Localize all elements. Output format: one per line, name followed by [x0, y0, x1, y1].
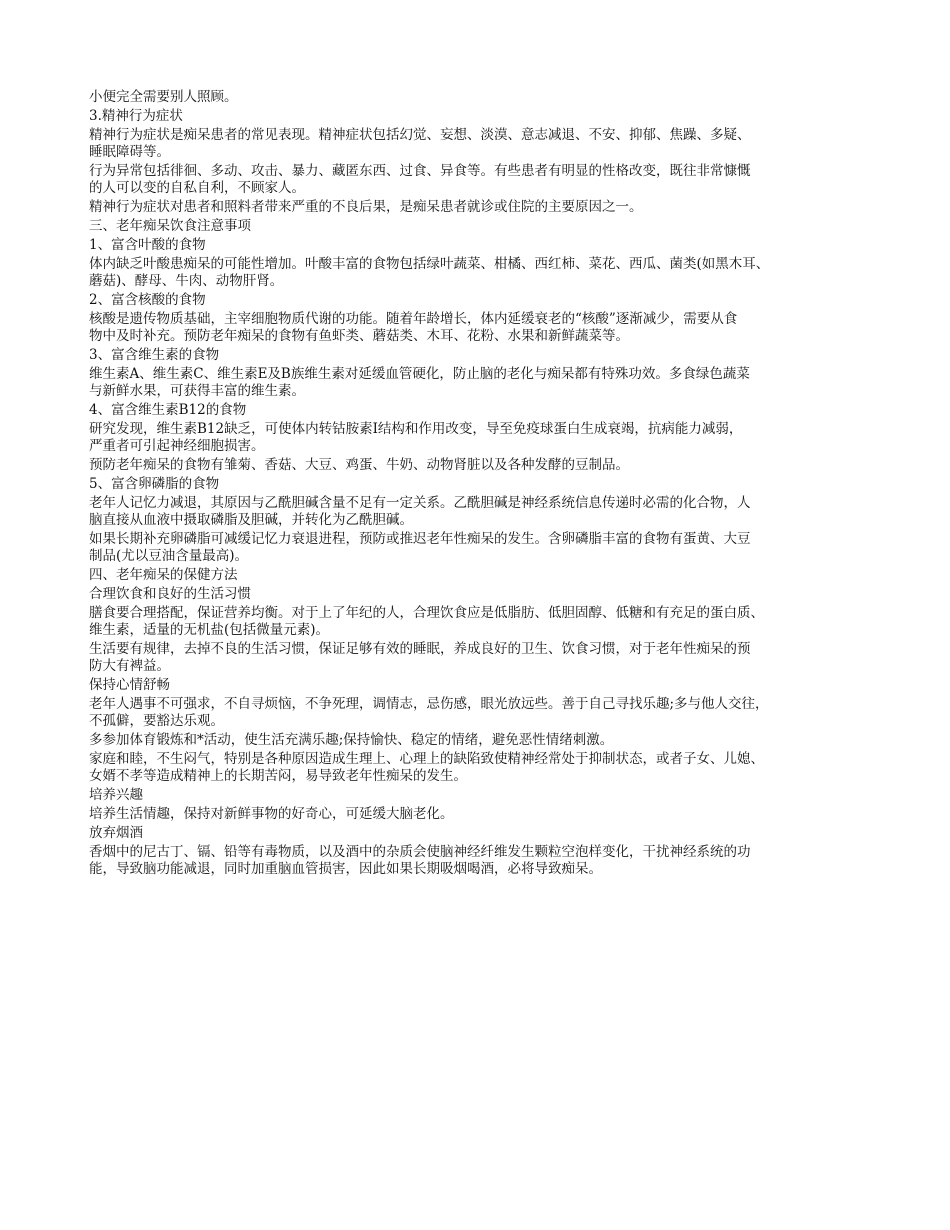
paragraph — [89, 696, 867, 730]
paragraph — [89, 421, 867, 455]
text-line: 培养兴趣 — [89, 787, 143, 803]
paragraph — [89, 844, 867, 878]
text-line: 预防老年痴呆的食物有雏菊、香菇、大豆、鸡蛋、牛奶、动物肾脏以及各种发酵的豆制品。 — [89, 457, 629, 473]
text-line: 培养生活情趣，保持对新鲜事物的好奇心，可延缓大脑老化。 — [89, 806, 454, 822]
text-line: 5、富含卵磷脂的食物 — [89, 476, 220, 492]
paragraph — [89, 127, 867, 161]
section-heading — [89, 787, 867, 804]
paragraph — [89, 163, 867, 197]
text-line: 老年人记忆力减退，其原因与乙酰胆碱含量不足有一定关系。乙酰胆碱是神经系统信息传递时必需的化合物，人 — [89, 495, 751, 511]
text-line: 研究发现，维生素B12缺乏，可使体内转钴胺素Ⅰ结构和作用改变，导至免疫球蛋白生成衰竭，抗病能力减弱， — [89, 421, 743, 437]
paragraph — [89, 531, 867, 565]
text-line: 4、富含维生素B12的食物 — [89, 402, 247, 418]
paragraph — [89, 199, 867, 216]
text-line: 精神行为症状是痴呆患者的常见表现。精神症状包括幻觉、妄想、淡漠、意志减退、不安、抑郁、焦躁、多疑、 — [89, 127, 751, 143]
text-line: 2、富含核酸的食物 — [89, 292, 206, 308]
text-line: 保持心情舒畅 — [89, 677, 170, 693]
paragraph — [89, 641, 867, 675]
paragraph — [89, 457, 867, 474]
paragraph — [89, 495, 867, 529]
paragraph — [89, 89, 867, 106]
text-line: 维生素A、维生素C、维生素E及B族维生素对延缓血管硬化，防止脑的老化与痴呆都有特殊功效。多食绿色蔬菜 — [89, 366, 750, 382]
text-line: 制品(尤以豆油含量最高)。 — [89, 548, 249, 564]
text-line: 的人可以变的自私自利，不顾家人。 — [89, 180, 305, 196]
text-line: 三、老年痴呆饮食注意事项 — [89, 218, 251, 234]
section-heading — [89, 586, 867, 603]
section-heading — [89, 402, 867, 419]
text-line: 与新鲜水果，可获得丰富的维生素。 — [89, 383, 305, 399]
paragraph — [89, 806, 867, 823]
text-line: 3.精神行为症状 — [89, 108, 183, 124]
text-line: 放弃烟酒 — [89, 825, 143, 841]
text-line: 能，导致脑功能减退，同时加重脑血管损害，因此如果长期吸烟喝酒，必将导致痴呆。 — [89, 861, 602, 877]
text-line: 1、富含叶酸的食物 — [89, 237, 206, 253]
document-body — [89, 89, 867, 880]
paragraph — [89, 732, 867, 749]
paragraph — [89, 605, 867, 639]
text-line: 合理饮食和良好的生活习惯 — [89, 586, 251, 602]
text-line: 防大有裨益。 — [89, 658, 170, 674]
text-line: 不孤僻，要豁达乐观。 — [89, 713, 224, 729]
text-line: 3、富含维生素的食物 — [89, 347, 220, 363]
text-line: 脑直接从血液中摄取磷脂及胆碱，并转化为乙酰胆碱。 — [89, 512, 413, 528]
text-line: 膳食要合理搭配，保证营养均衡。对于上了年纪的人，合理饮食应是低脂肪、低胆固醇、低糖和有充足的蛋白质、 — [89, 605, 764, 621]
text-line: 女婿不孝等造成精神上的长期苦闷，易导致老年性痴呆的发生。 — [89, 768, 467, 784]
text-line: 严重者可引起神经细胞损害。 — [89, 438, 265, 454]
paragraph — [89, 366, 867, 400]
section-heading — [89, 476, 867, 493]
text-line: 维生素，适量的无机盐(包括微量元素)。 — [89, 622, 330, 638]
text-line: 蘑菇)、酵母、牛肉、动物肝肾。 — [89, 273, 284, 289]
text-line: 生活要有规律，去掉不良的生活习惯，保证足够有效的睡眠，养成良好的卫生、饮食习惯，对于老年性痴呆的预 — [89, 641, 751, 657]
text-line: 多参加体育锻炼和*活动，使生活充满乐趣;保持愉快、稳定的情绪，避免恶性情绪刺激。 — [89, 732, 614, 748]
paragraph — [89, 751, 867, 785]
text-line: 核酸是遗传物质基础，主宰细胞物质代谢的功能。随着年龄增长，体内延缓衰老的“核酸”逐渐减少，需要从食 — [89, 311, 738, 327]
section-heading — [89, 825, 867, 842]
text-line: 如果长期补充卵磷脂可减缓记忆力衰退进程，预防或推迟老年性痴呆的发生。含卵磷脂丰富的食物有蛋黄、大豆 — [89, 531, 751, 547]
paragraph — [89, 256, 867, 290]
section-heading — [89, 347, 867, 364]
text-line: 家庭和睦，不生闷气，特别是各种原因造成生理上、心理上的缺陷致使精神经常处于抑制状态，或者子女、儿媳、 — [89, 751, 764, 767]
text-line: 老年人遇事不可强求，不自寻烦恼，不争死理，调情志，忌伤感，眼光放远些。善于自己寻找乐趣;多与他人交往， — [89, 696, 769, 712]
section-heading — [89, 108, 867, 125]
text-line: 体内缺乏叶酸患痴呆的可能性增加。叶酸丰富的食物包括绿叶蔬菜、柑橘、西红柿、菜花、西瓜、菌类(如黑木耳、 — [89, 256, 770, 272]
text-line: 精神行为症状对患者和照料者带来严重的不良后果，是痴呆患者就诊或住院的主要原因之一。 — [89, 199, 643, 215]
section-heading — [89, 218, 867, 235]
section-heading — [89, 677, 867, 694]
text-line: 行为异常包括徘徊、多动、攻击、暴力、藏匿东西、过食、异食等。有些患者有明显的性格改变，既往非常慷慨 — [89, 163, 751, 179]
text-line: 香烟中的尼古丁、镉、铅等有毒物质，以及酒中的杂质会使脑神经纤维发生颗粒空泡样变化，干扰神经系统的功 — [89, 844, 751, 860]
text-line: 睡眠障碍等。 — [89, 144, 170, 160]
text-line: 四、老年痴呆的保健方法 — [89, 567, 238, 583]
text-line: 小便完全需要别人照顾。 — [89, 89, 238, 105]
text-line: 物中及时补充。预防老年痴呆的食物有鱼虾类、蘑菇类、木耳、花粉、水果和新鲜蔬菜等。 — [89, 328, 629, 344]
paragraph — [89, 311, 867, 345]
section-heading — [89, 292, 867, 309]
section-heading — [89, 567, 867, 584]
section-heading — [89, 237, 867, 254]
